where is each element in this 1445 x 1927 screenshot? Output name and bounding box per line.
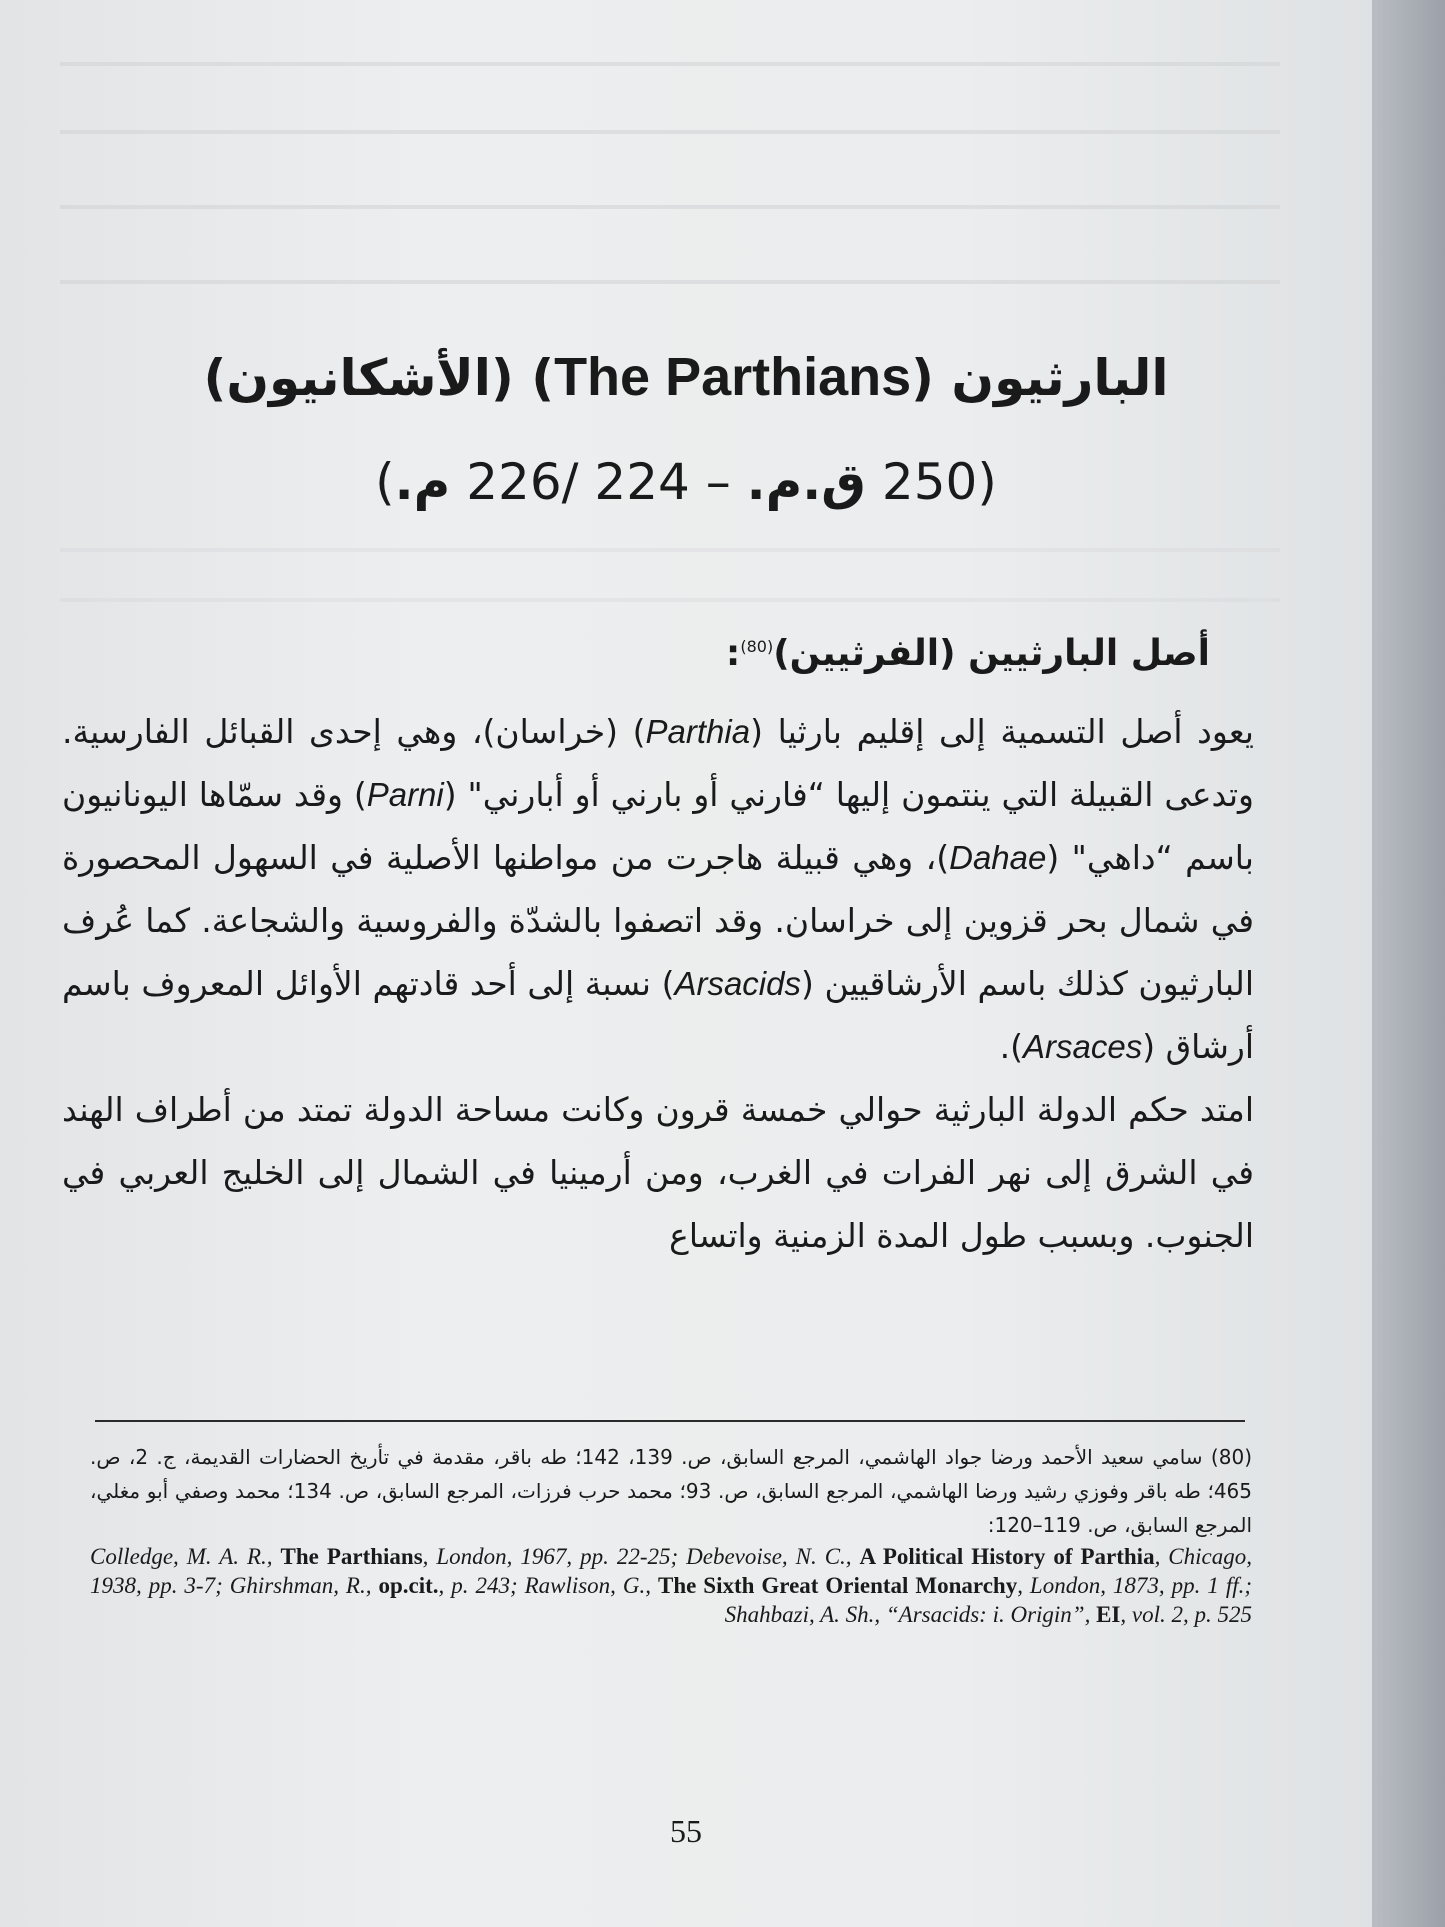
paragraph-1: [62, 700, 1254, 1078]
p1-part: ) نسبة إلى أحد قادتهم الأوائل المعروف باسم أرشاق (: [62, 964, 1254, 1066]
body-text: [62, 700, 1254, 1267]
footnote-arabic: (80) سامي سعيد الأحمد ورضا جواد الهاشمي، المرجع السابق، ص. 139، 142؛ طه باقر، مقدمة في تأريخ الحضارات القديمة، ج. 2، ص. 465؛ طه باقر وفوزي رشيد ورضا الهاشمي، المرجع السابق، ص. 93؛ محمد حرب فرزات، المرجع السابق، ص. 134؛ محمد وصفي أبو مغلي، المرجع السابق، ص. 119–120:: [90, 1445, 1252, 1537]
p1-part: ) وقد سمّاها اليونانيون باسم “داهي" (: [62, 775, 1254, 877]
title-arabic: البارثيون: [951, 349, 1169, 407]
title-dates: (250 ق.م. – 224 /226 م.): [375, 453, 997, 511]
term-arsacids: Arsacids: [674, 965, 801, 1002]
ref-title: op.cit.: [378, 1573, 439, 1598]
term-arsaces: Arsaces: [1023, 1028, 1143, 1065]
date-end: 224 /226: [466, 453, 690, 511]
term-dahae: Dahae: [949, 839, 1047, 876]
footnote-references: [90, 1542, 1252, 1629]
ref-text: Colledge, M. A. R.,: [90, 1544, 281, 1569]
ref-title: The Parthians: [280, 1544, 423, 1569]
ref-text: , vol. 2, p. 525: [1120, 1602, 1252, 1627]
ref-text: , Chicago, 1938, pp. 3-7; Ghirshman, R.,: [90, 1544, 1252, 1598]
ref-text: , London, 1873, pp. 1 ff.; Shahbazi, A. Sh., “Arsacids: i. Origin”,: [724, 1573, 1253, 1627]
ref-title: The Sixth Great Oriental Monarchy: [657, 1573, 1018, 1598]
ref-text: , London, 1967, pp. 22-25; Debevoise, N. C.,: [422, 1544, 860, 1569]
p1-part: )، وهي قبيلة هاجرت من مواطنها الأصلية في السهول المحصورة في شمال بحر قزوين إلى خراسان. وقد اتصفوا بالشدّة والفروسية والشجاعة. كما عُرف البارثيون كذلك باسم الأرشاقيين (: [62, 838, 1255, 1003]
footnotes: [90, 1440, 1252, 1629]
ref-title: A Political History of Parthia: [859, 1544, 1155, 1569]
section-heading-text: أصل البارثيين (الفرثيين): [773, 633, 1210, 674]
footnote-ref: (80): [740, 637, 774, 656]
p1-part: ) (خراسان)، وهي إحدى القبائل الفارسية. وتدعى القبيلة التي ينتمون إليها “فارني أو بارني أو أبارني" (: [62, 712, 1254, 814]
date-sep: –: [705, 453, 731, 511]
ref-title: EI: [1096, 1602, 1121, 1627]
title-alt: الأشكانيون: [226, 349, 491, 407]
term-parni: Parni: [366, 776, 444, 813]
term-parthia: Parthia: [645, 713, 751, 750]
section-heading: أصل البارثيين (الفرثيين)$^{(80)}$:: [725, 633, 1210, 674]
p1-part: يعود أصل التسمية إلى إقليم بارثيا (: [750, 712, 1254, 751]
page-number: 55: [670, 1813, 702, 1849]
paragraph-2: امتد حكم الدولة البارثية حوالي خمسة قرون وكانت مساحة الدولة تمتد من أطراف الهند في الشرق إلى نهر الفرات في الغرب، ومن أرمينيا في الشمال إلى الخليج العربي في الجنوب. وبسبب طول المدة الزمنية واتساع: [62, 1090, 1254, 1255]
date-start: 250: [881, 453, 978, 511]
date-bc: ق.م.: [746, 453, 866, 511]
date-ad: م.: [394, 453, 451, 511]
footnote-divider: [95, 1420, 1245, 1422]
chapter-title: البارثيون (The Parthians) (الأشكانيون): [203, 347, 1169, 407]
title-english: The Parthians: [554, 347, 912, 407]
ref-text: , p. 243; Rawlison, G.,: [438, 1573, 658, 1598]
next-page-edge: [1372, 0, 1445, 1927]
p1-part: ).: [999, 1027, 1023, 1066]
